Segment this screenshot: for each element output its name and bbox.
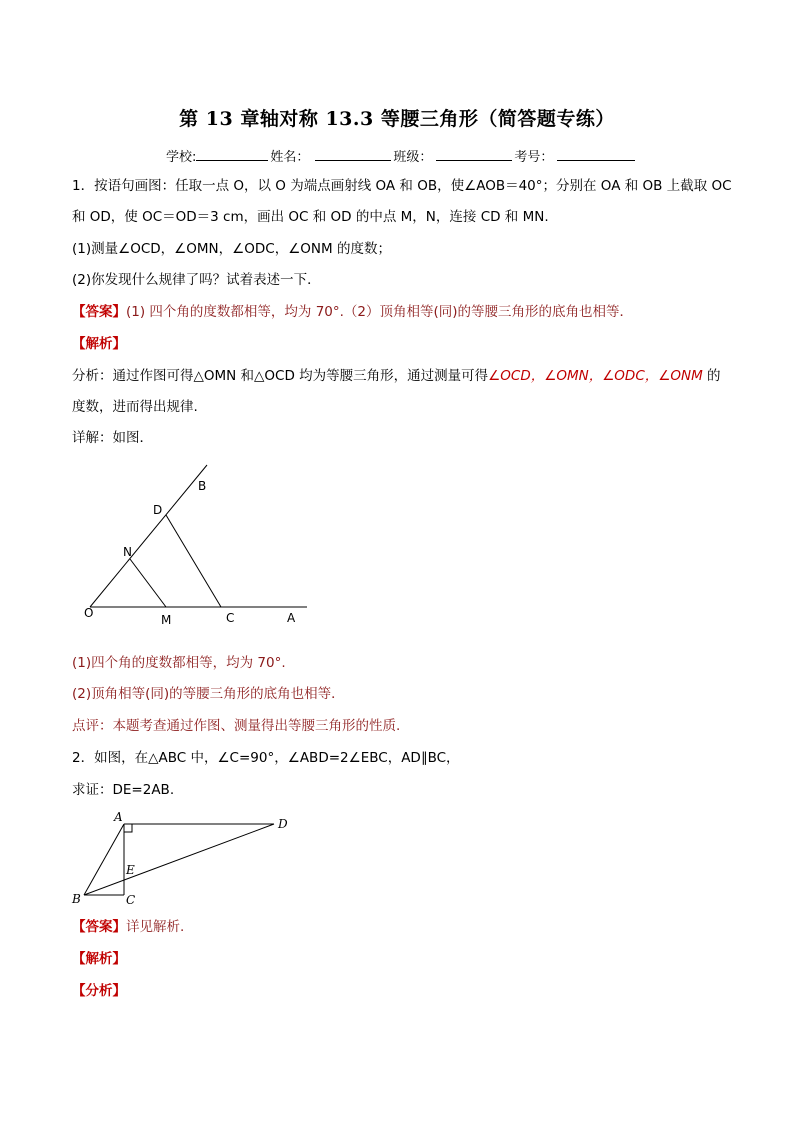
label-b: B bbox=[198, 479, 207, 493]
answer-text: (1) 四个角的度数都相等，均为 70°.（2）顶角相等(同)的等腰三角形的底角也相等． bbox=[126, 304, 634, 320]
segment-cd bbox=[166, 515, 221, 607]
label-m: M bbox=[161, 613, 172, 627]
q1-result2: (2)顶角相等(同)的等腰三角形的底角也相等． bbox=[72, 686, 345, 702]
q2-analysis bbox=[72, 951, 732, 967]
label-c: C bbox=[226, 611, 235, 625]
q1-analysis-line2: 度数，进而得出规律. bbox=[72, 399, 198, 415]
q1-answer bbox=[72, 304, 732, 320]
q1-sub2: (2)你发现什么规律了吗？试着表述一下． bbox=[72, 272, 321, 288]
name-label: 姓名： bbox=[270, 150, 310, 165]
exam-label: 考号： bbox=[514, 150, 554, 165]
label-d: D bbox=[153, 503, 163, 517]
q2-analysis2-tag: 【分析】 bbox=[72, 983, 126, 999]
q2-analysis-tag: 【解析】 bbox=[72, 951, 126, 967]
label-b2: B bbox=[72, 892, 81, 906]
q1-result1: (1)四个角的度数都相等，均为 70°. bbox=[72, 655, 286, 671]
ray-ob bbox=[90, 465, 207, 607]
q1-line1: 1．按语句画图：任取一点 O，以 O 为端点画射线 OA 和 OB，使∠AOB＝40°；分别在 OA 和 OB 上截取 OC bbox=[72, 178, 732, 194]
school-blank bbox=[196, 148, 268, 161]
q1-analysis-line1 bbox=[72, 368, 732, 384]
analysis-angles: ∠OCD，∠OMN，∠ODC，∠ONM bbox=[488, 368, 703, 384]
q1-comment: 点评：本题考查通过作图、测量得出等腰三角形的性质. bbox=[72, 718, 401, 734]
class-label: 班级： bbox=[393, 150, 433, 165]
q1-sub1: (1)测量∠OCD，∠OMN，∠ODC，∠ONM 的度数； bbox=[72, 241, 391, 257]
label-c2: C bbox=[126, 893, 136, 907]
name-blank bbox=[315, 148, 391, 161]
analysis-prefix: 分析：通过作图可得△OMN 和△OCD 均为等腰三角形，通过测量可得 bbox=[72, 368, 489, 384]
analysis-tag: 【解析】 bbox=[72, 336, 126, 352]
q1-line2: 和 OD，使 OC＝OD＝3 cm，画出 OC 和 OD 的中点 M，N，连接 CD 和 MN. bbox=[72, 209, 549, 225]
q1-detail: 详解：如图． bbox=[72, 430, 153, 446]
q2-line1: 2．如图，在△ABC 中，∠C=90°，∠ABD=2∠EBC，AD∥BC， bbox=[72, 750, 460, 766]
segment-mn bbox=[130, 559, 166, 607]
label-d2: D bbox=[278, 817, 288, 831]
label-n: N bbox=[123, 545, 132, 559]
q2-answer-text: 详见解析. bbox=[126, 919, 185, 935]
student-info-line bbox=[166, 146, 646, 165]
label-e2: E bbox=[126, 863, 135, 877]
q2-analysis2 bbox=[72, 983, 732, 999]
q1-analysis-tag bbox=[72, 336, 732, 352]
q2-line2: 求证：DE=2AB. bbox=[72, 782, 175, 798]
segment-bd bbox=[84, 824, 274, 895]
q2-figure bbox=[68, 808, 298, 908]
analysis-suffix: 的 bbox=[702, 368, 721, 384]
class-blank bbox=[436, 148, 512, 161]
label-a2: A bbox=[114, 810, 123, 824]
right-angle-mark bbox=[124, 824, 132, 832]
segment-ab bbox=[84, 824, 124, 895]
q1-figure bbox=[80, 460, 320, 630]
q2-answer-tag: 【答案】 bbox=[72, 919, 126, 935]
q2-answer bbox=[72, 919, 732, 935]
exam-blank bbox=[557, 148, 635, 161]
label-o: O bbox=[84, 606, 94, 620]
label-a: A bbox=[287, 611, 296, 625]
page-title: 第 13 章轴对称 13.3 等腰三角形（简答题专练） bbox=[179, 108, 615, 130]
answer-tag: 【答案】 bbox=[72, 304, 126, 320]
school-label: 学校: bbox=[166, 150, 197, 165]
